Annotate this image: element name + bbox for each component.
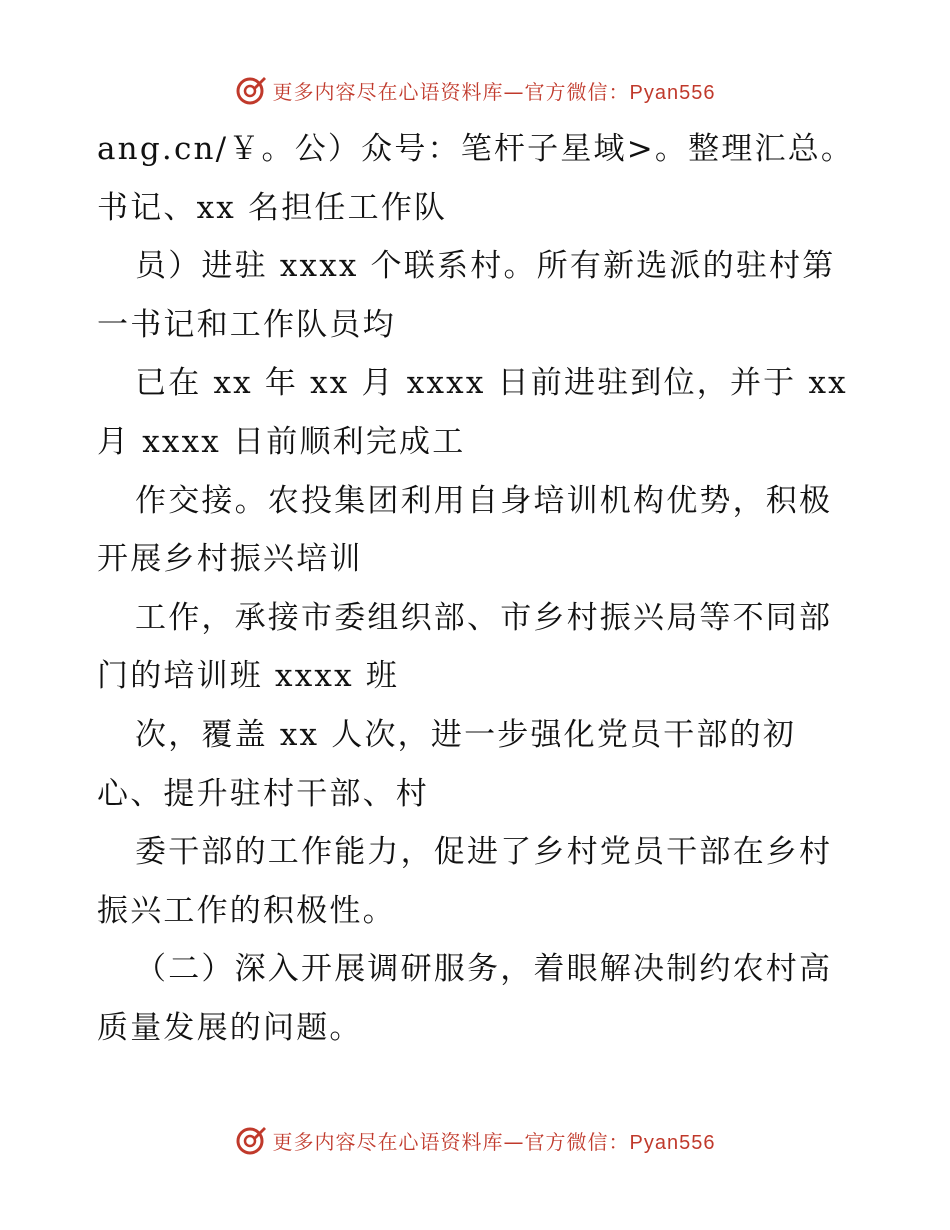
body-line: 开展乡村振兴培训 (97, 541, 363, 578)
banner-title: 更多内容尽在心语资料库 (272, 1129, 504, 1154)
body-line: 员）进驻 xxxx 个联系村。所有新选派的驻村第 (135, 248, 836, 285)
banner-handle: Pyan556 (629, 81, 716, 104)
document-body (97, 120, 857, 1058)
body-line: ang.cn/￥。公）众号：笔杆子星域>。整理汇总。 (97, 131, 855, 167)
body-line: 心、提升驻村干部、村 (97, 775, 429, 812)
banner-separator: —官方微信： (503, 1129, 630, 1154)
footer-banner (0, 1120, 950, 1160)
body-line: 月 xxxx 日前顺利完成工 (97, 423, 466, 460)
body-line: 委干部的工作能力，促进了乡村党员干部在乡村 (135, 834, 833, 871)
pen-nib-logo-icon (235, 1124, 267, 1156)
body-line: 工作，承接市委组织部、市乡村振兴局等不同部 (135, 599, 833, 636)
banner-title: 更多内容尽在心语资料库 (272, 79, 504, 104)
body-line: 次，覆盖 xx 人次，进一步强化党员干部的初 (135, 716, 797, 753)
section-heading-line: （二）深入开展调研服务，着眼解决制约农村高 (135, 951, 833, 988)
body-line: 一书记和工作队员均 (97, 306, 396, 343)
body-line: 振兴工作的积极性。 (97, 892, 396, 929)
banner-separator: —官方微信： (503, 79, 630, 104)
footer-banner-text (273, 1126, 716, 1155)
body-line: 作交接。农投集团利用自身培训机构优势，积极 (135, 482, 833, 519)
header-banner-text (273, 76, 716, 105)
header-banner (0, 70, 950, 110)
body-line: 质量发展的问题。 (97, 1009, 363, 1046)
body-line: 门的培训班 xxxx 班 (97, 658, 400, 695)
body-line: 已在 xx 年 xx 月 xxxx 日前进驻到位，并于 xx (135, 365, 848, 402)
body-line: 书记、xx 名担任工作队 (97, 189, 448, 226)
pen-nib-logo-icon (235, 74, 267, 106)
banner-handle: Pyan556 (629, 1131, 716, 1154)
